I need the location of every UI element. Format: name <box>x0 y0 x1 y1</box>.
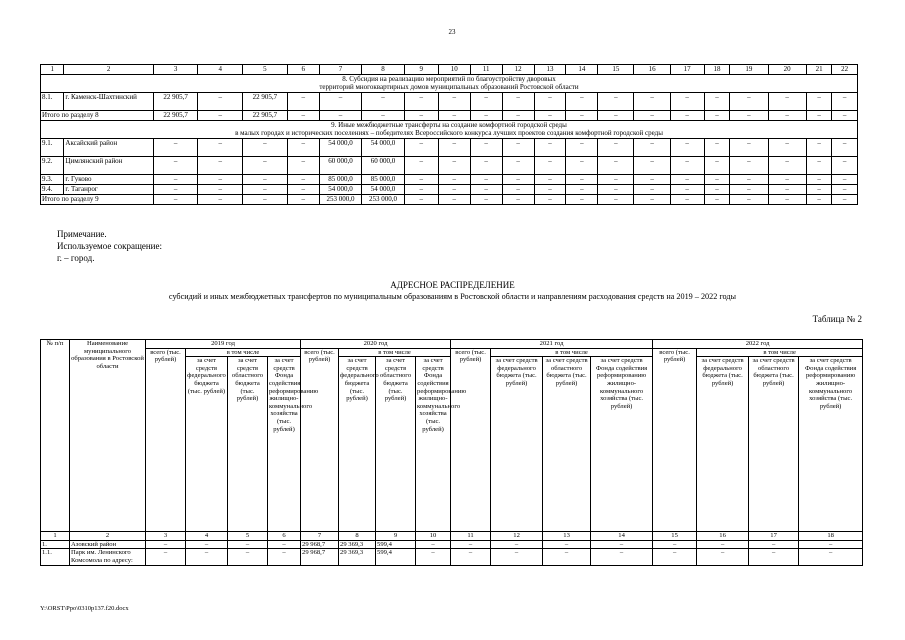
table-cell: – <box>268 540 301 549</box>
column-number: 18 <box>799 532 863 541</box>
table-cell: – <box>502 111 534 121</box>
table-cell: – <box>186 549 228 565</box>
address-distribution-table <box>40 339 863 566</box>
total-label: Итого по разделу 8 <box>41 111 154 121</box>
table-cell: – <box>534 93 566 111</box>
table-cell: 54 000,0 <box>362 139 405 157</box>
table-cell: – <box>634 111 670 121</box>
table-cell: – <box>670 93 704 111</box>
column-number: 19 <box>730 65 768 75</box>
header-total-2022: всего (тыс. рублей) <box>653 348 697 532</box>
table-cell: – <box>198 93 243 111</box>
table-cell: – <box>670 111 704 121</box>
table-cell: – <box>730 93 768 111</box>
table-cell: – <box>806 157 832 175</box>
table-cell: – <box>451 549 491 565</box>
table-cell: 29 369,3 <box>339 540 376 549</box>
column-number: 4 <box>186 532 228 541</box>
table-cell: 54 000,0 <box>319 185 362 195</box>
table-cell: – <box>470 175 502 185</box>
table-cell: 85 000,0 <box>362 175 405 185</box>
column-number: 7 <box>301 532 339 541</box>
table-cell: – <box>806 175 832 185</box>
row-number: 8.1. <box>41 93 64 111</box>
table-cell: – <box>566 157 598 175</box>
header-including-2020: в том числе <box>339 348 451 357</box>
table-cell: – <box>566 139 598 157</box>
table-cell: – <box>566 111 598 121</box>
table-cell: – <box>243 175 288 185</box>
column-number: 6 <box>268 532 301 541</box>
table-row <box>41 185 858 195</box>
section-8-title: 8. Субсидия на реализацию мероприятий по благоустройству дворовых территорий многоквартирных домов муниципальных образований Ростовской области <box>41 75 858 93</box>
table-cell: – <box>768 185 806 195</box>
table-cell: – <box>534 157 566 175</box>
table-cell: – <box>470 185 502 195</box>
table-cell: 60 000,0 <box>362 157 405 175</box>
table-cell: – <box>186 540 228 549</box>
column-number: 12 <box>502 65 534 75</box>
section-9-total-row <box>41 195 858 205</box>
header-fund-2021: за счет средств Фонда содействия реформированию жилищно-коммунального хозяйства (тыс. рублей) <box>591 357 653 532</box>
column-number: 3 <box>153 65 198 75</box>
table-cell: – <box>598 111 634 121</box>
table-cell: – <box>438 111 470 121</box>
table-cell: 599,4 <box>376 540 416 549</box>
note-block <box>57 228 162 264</box>
table-cell: – <box>438 175 470 185</box>
table-cell: 54 000,0 <box>319 139 362 157</box>
table-cell: – <box>502 195 534 205</box>
table-cell: – <box>198 111 243 121</box>
column-number: 6 <box>287 65 319 75</box>
table-cell: – <box>153 195 198 205</box>
column-number: 10 <box>416 532 451 541</box>
column-number-row <box>41 532 863 541</box>
header-year-2022: 2022 год <box>653 340 863 349</box>
table-cell: – <box>438 93 470 111</box>
table-cell: – <box>832 157 858 175</box>
header-fund-2020: за счет средств Фонда содействия реформированию жилищно-коммунального хозяйства (тыс. рублей) <box>416 357 451 532</box>
table-cell: – <box>404 175 438 185</box>
table-cell: – <box>768 111 806 121</box>
document-title: АДРЕСНОЕ РАСПРЕДЕЛЕНИЕ <box>390 280 515 290</box>
table-cell: – <box>502 175 534 185</box>
table-cell: – <box>470 93 502 111</box>
table-cell: – <box>198 195 243 205</box>
table-cell: – <box>534 185 566 195</box>
column-number: 20 <box>768 65 806 75</box>
table-cell: – <box>470 195 502 205</box>
table-cell: – <box>153 157 198 175</box>
table-cell: – <box>704 111 730 121</box>
table-cell: – <box>534 195 566 205</box>
column-number: 3 <box>146 532 186 541</box>
table-row <box>41 93 858 111</box>
table-cell: – <box>697 549 749 565</box>
table-cell: – <box>704 185 730 195</box>
table-cell: 54 000,0 <box>362 185 405 195</box>
table-cell: – <box>287 175 319 185</box>
table-cell: – <box>502 185 534 195</box>
header-including-2021: в том числе <box>491 348 653 357</box>
table-cell: – <box>799 549 863 565</box>
table-cell: – <box>438 139 470 157</box>
table-cell: – <box>634 175 670 185</box>
table-cell: – <box>287 93 319 111</box>
table-cell: – <box>598 139 634 157</box>
column-number: 15 <box>598 65 634 75</box>
row-number: 9.2. <box>41 157 64 175</box>
table-cell: – <box>634 157 670 175</box>
column-number: 9 <box>376 532 416 541</box>
column-number: 5 <box>228 532 268 541</box>
table-cell: – <box>634 195 670 205</box>
table-cell: – <box>670 185 704 195</box>
header-total-2020: всего (тыс. рублей) <box>301 348 339 532</box>
header-fund-2022: за счет средств Фонда содействия реформированию жилищно-коммунального хозяйства (тыс. рублей) <box>799 357 863 532</box>
table-row <box>41 540 863 549</box>
table-cell: – <box>198 157 243 175</box>
table-cell: – <box>287 139 319 157</box>
column-number: 1 <box>41 65 64 75</box>
table-cell: – <box>438 157 470 175</box>
table-cell: – <box>704 175 730 185</box>
table-cell: – <box>319 111 362 121</box>
table-cell: – <box>153 185 198 195</box>
header-regional-2019: за счет средств областного бюджета (тыс. рублей) <box>228 357 268 532</box>
column-number: 5 <box>243 65 288 75</box>
column-number: 1 <box>41 532 70 541</box>
column-number: 13 <box>534 65 566 75</box>
table-cell: – <box>730 157 768 175</box>
subsidy-table-continuation <box>40 64 858 205</box>
column-number: 15 <box>653 532 697 541</box>
table-cell: 60 000,0 <box>319 157 362 175</box>
footer-file-path: Y:\ORST\Ppo\0310p137.f20.docx <box>40 605 129 612</box>
column-number: 14 <box>566 65 598 75</box>
table-cell: – <box>404 157 438 175</box>
table-cell: – <box>243 195 288 205</box>
table-cell: – <box>566 93 598 111</box>
municipality-name: Аксайский район <box>64 139 153 157</box>
row-number: 9.1. <box>41 139 64 157</box>
header-including-2022: в том числе <box>697 348 863 357</box>
table-cell: – <box>491 540 543 549</box>
note-abbreviation: г. – город. <box>57 253 95 263</box>
table-label: Таблица № 2 <box>812 314 862 324</box>
column-number: 22 <box>832 65 858 75</box>
table-row <box>41 157 858 175</box>
table-cell: – <box>491 549 543 565</box>
column-number: 16 <box>634 65 670 75</box>
table-cell: – <box>502 139 534 157</box>
table-cell: – <box>768 93 806 111</box>
table-cell: – <box>566 175 598 185</box>
table-cell: – <box>768 139 806 157</box>
column-number: 17 <box>670 65 704 75</box>
table-cell: – <box>598 195 634 205</box>
table-cell: – <box>416 540 451 549</box>
header-total-2019: всего (тыс. рублей) <box>146 348 186 532</box>
table-cell: – <box>670 157 704 175</box>
municipality-name: Цимлянский район <box>64 157 153 175</box>
table-cell: – <box>749 549 799 565</box>
table-cell: 253 000,0 <box>362 195 405 205</box>
header-year-2020: 2020 год <box>301 340 451 349</box>
column-number: 12 <box>491 532 543 541</box>
table-cell: – <box>243 157 288 175</box>
table-cell: 29 968,7 <box>301 549 339 565</box>
table-cell: – <box>832 185 858 195</box>
table-cell: – <box>287 195 319 205</box>
table-cell: – <box>806 195 832 205</box>
table-cell: – <box>146 540 186 549</box>
table-cell: – <box>153 175 198 185</box>
column-number: 11 <box>451 532 491 541</box>
column-number: 4 <box>198 65 243 75</box>
table-cell: – <box>534 111 566 121</box>
table-cell: – <box>670 175 704 185</box>
table-cell: – <box>634 185 670 195</box>
table-cell: – <box>806 185 832 195</box>
table-cell: – <box>799 540 863 549</box>
table-cell: – <box>670 139 704 157</box>
table-cell: 29 968,7 <box>301 540 339 549</box>
header-regional-2021: за счет средств областного бюджета (тыс. рублей) <box>543 357 591 532</box>
column-number: 10 <box>438 65 470 75</box>
table-cell: – <box>287 157 319 175</box>
table-cell: – <box>704 157 730 175</box>
table-cell: – <box>598 185 634 195</box>
header-federal-2020: за счет средств федерального бюджета (тыс. рублей) <box>339 357 376 532</box>
table-row <box>41 139 858 157</box>
table-cell: – <box>146 549 186 565</box>
column-number: 18 <box>704 65 730 75</box>
municipality-name: Парк им. Ленинского Комсомола по адресу: <box>70 549 146 565</box>
subheader-row <box>41 348 863 357</box>
table-cell: – <box>287 185 319 195</box>
table-cell: – <box>198 175 243 185</box>
table-cell: – <box>704 195 730 205</box>
table-cell: – <box>543 540 591 549</box>
table-cell: 253 000,0 <box>319 195 362 205</box>
table-cell: – <box>534 139 566 157</box>
column-number-row <box>41 65 858 75</box>
table-cell: – <box>268 549 301 565</box>
table-cell: – <box>749 540 799 549</box>
table-row <box>41 175 858 185</box>
column-number: 2 <box>70 532 146 541</box>
table-cell: 599,4 <box>376 549 416 565</box>
table-cell: – <box>404 195 438 205</box>
table-cell: 22 905,7 <box>243 93 288 111</box>
table-cell: – <box>832 195 858 205</box>
table-cell: – <box>704 93 730 111</box>
table-cell: – <box>198 139 243 157</box>
header-year-2019: 2019 год <box>146 340 301 349</box>
table-cell: – <box>832 175 858 185</box>
municipality-name: Азовский район <box>70 540 146 549</box>
header-regional-2020: за счет средств областного бюджета (тыс. рублей) <box>376 357 416 532</box>
column-number: 14 <box>591 532 653 541</box>
table-cell: – <box>832 139 858 157</box>
table-cell: – <box>730 111 768 121</box>
table-cell: – <box>591 540 653 549</box>
header-including-2019: в том числе <box>186 348 301 357</box>
table-cell: – <box>404 111 438 121</box>
table-cell: – <box>566 195 598 205</box>
table-cell: – <box>768 195 806 205</box>
table-cell: – <box>566 185 598 195</box>
table-cell: – <box>598 175 634 185</box>
header-federal-2022: за счет средств федерального бюджета (тыс. рублей) <box>697 357 749 532</box>
table-cell: – <box>243 139 288 157</box>
table-cell: 22 905,7 <box>243 111 288 121</box>
header-number: № п/п <box>41 340 70 532</box>
row-number: 1. <box>41 540 70 549</box>
table-cell: – <box>534 175 566 185</box>
table-cell: – <box>598 157 634 175</box>
row-number: 9.3. <box>41 175 64 185</box>
table-cell: – <box>451 540 491 549</box>
table-cell: – <box>832 93 858 111</box>
table-cell: – <box>653 540 697 549</box>
table-cell: – <box>768 157 806 175</box>
table-cell: – <box>730 175 768 185</box>
total-label: Итого по разделу 9 <box>41 195 154 205</box>
table-cell: 22 905,7 <box>153 93 198 111</box>
row-number: 9.4. <box>41 185 64 195</box>
table-cell: – <box>153 139 198 157</box>
table-cell: – <box>591 549 653 565</box>
table-cell: – <box>470 111 502 121</box>
table-cell: – <box>438 195 470 205</box>
table-cell: – <box>832 111 858 121</box>
column-number: 16 <box>697 532 749 541</box>
column-number: 8 <box>339 532 376 541</box>
table-cell: – <box>228 540 268 549</box>
table-cell: – <box>730 139 768 157</box>
table-cell: 29 369,3 <box>339 549 376 565</box>
table-cell: 85 000,0 <box>319 175 362 185</box>
table-cell: – <box>653 549 697 565</box>
section-9-title: 9. Иные межбюджетные трансферты на создание комфортной городской среды в малых городах и исторических поселениях – победителях Всероссийского конкурса лучших проектов создания комфортной городской среды <box>41 121 858 139</box>
municipality-name: г. Таганрог <box>64 185 153 195</box>
table-cell: – <box>319 93 362 111</box>
table-cell: – <box>768 175 806 185</box>
table-cell: – <box>598 93 634 111</box>
header-municipality: Наименование муниципального образования в Ростовской области <box>70 340 146 532</box>
table-cell: – <box>362 93 405 111</box>
section-8-title-row <box>41 75 858 93</box>
table-cell: – <box>543 549 591 565</box>
table-cell: – <box>634 93 670 111</box>
table-cell: – <box>806 139 832 157</box>
table-cell: – <box>362 111 405 121</box>
column-number: 13 <box>543 532 591 541</box>
column-number: 11 <box>470 65 502 75</box>
table-cell: – <box>697 540 749 549</box>
row-number: 1.1. <box>41 549 70 565</box>
note-abbreviation-label: Используемое сокращение: <box>57 241 162 251</box>
note-title: Примечание. <box>57 229 107 239</box>
table-cell: – <box>730 195 768 205</box>
section-9-title-row <box>41 121 858 139</box>
table-cell: – <box>634 139 670 157</box>
table-cell: – <box>438 185 470 195</box>
table-cell: – <box>287 111 319 121</box>
column-number: 7 <box>319 65 362 75</box>
table-cell: – <box>404 93 438 111</box>
table-cell: – <box>806 93 832 111</box>
column-number: 2 <box>64 65 153 75</box>
column-number: 21 <box>806 65 832 75</box>
table-cell: – <box>404 139 438 157</box>
header-total-2021: всего (тыс. рублей) <box>451 348 491 532</box>
year-header-row <box>41 340 863 349</box>
page-number: 23 <box>448 28 456 36</box>
table-cell: – <box>404 185 438 195</box>
table-row <box>41 549 863 565</box>
table-cell: – <box>730 185 768 195</box>
header-federal-2021: за счет средств федерального бюджета (тыс. рублей) <box>491 357 543 532</box>
table-cell: – <box>502 93 534 111</box>
column-number: 17 <box>749 532 799 541</box>
header-year-2021: 2021 год <box>451 340 653 349</box>
document-subtitle: субсидий и иных межбюджетных трансфертов по муниципальным образованиям в Ростовской области и направлениям расходования средств на 2019 – 2022 годы <box>168 292 737 301</box>
header-federal-2019: за счет средств федерального бюджета (тыс. рублей) <box>186 357 228 532</box>
table-cell: – <box>806 111 832 121</box>
column-number: 8 <box>362 65 405 75</box>
table-cell: – <box>416 549 451 565</box>
table-cell: – <box>670 195 704 205</box>
table-cell: – <box>243 185 288 195</box>
municipality-name: г. Каменск-Шахтинский <box>64 93 153 111</box>
table-cell: – <box>470 157 502 175</box>
column-number: 9 <box>404 65 438 75</box>
table-cell: – <box>470 139 502 157</box>
table-cell: – <box>704 139 730 157</box>
header-fund-2019: за счет средств Фонда содействия реформированию жилищно-коммунального хозяйства (тыс. рублей) <box>268 357 301 532</box>
table-cell: – <box>198 185 243 195</box>
table-cell: – <box>502 157 534 175</box>
table-cell: – <box>228 549 268 565</box>
header-regional-2022: за счет средств областного бюджета (тыс. рублей) <box>749 357 799 532</box>
municipality-name: г. Гуково <box>64 175 153 185</box>
table-cell: 22 905,7 <box>153 111 198 121</box>
section-8-total-row <box>41 111 858 121</box>
